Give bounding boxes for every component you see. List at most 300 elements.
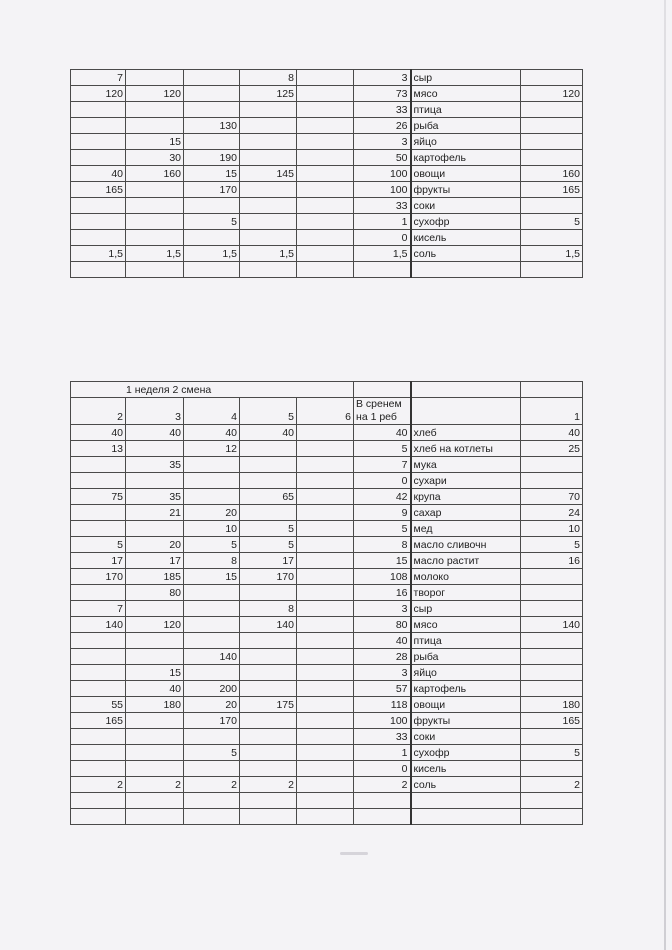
cell-product-name: сыр	[411, 601, 521, 617]
cell-day-4: 130	[184, 118, 240, 134]
table-row	[71, 441, 583, 457]
cell-day-2	[71, 473, 126, 489]
cell-day-1	[521, 473, 583, 489]
cell-day-5	[240, 182, 297, 198]
cell-day-5	[240, 713, 297, 729]
cell-average: 33	[354, 102, 411, 118]
cell-day-1: 2	[521, 777, 583, 793]
cell-average: 42	[354, 489, 411, 505]
cell-day-5	[240, 505, 297, 521]
cell-day-6	[297, 118, 354, 134]
cell-product-name: хлеб на котлеты	[411, 441, 521, 457]
cell-average: 50	[354, 150, 411, 166]
cell-day-4: 190	[184, 150, 240, 166]
table-title-row	[71, 382, 583, 398]
cell-average: 9	[354, 505, 411, 521]
cell-day-2	[71, 198, 126, 214]
cell-day-5: 8	[240, 70, 297, 86]
cell-average	[354, 262, 411, 278]
cell-day-2: 120	[71, 86, 126, 102]
cell-day-2: 170	[71, 569, 126, 585]
cell-day-6	[297, 102, 354, 118]
cell-product-name: хлеб	[411, 425, 521, 441]
cell-day-3: 35	[126, 489, 184, 505]
cell-day-3	[126, 809, 184, 825]
cell-day-6	[297, 569, 354, 585]
cell-day-6	[297, 473, 354, 489]
cell-day-2: 140	[71, 617, 126, 633]
table-row	[71, 681, 583, 697]
cell-day-5	[240, 214, 297, 230]
cell-day-4	[184, 793, 240, 809]
header-product	[411, 398, 521, 425]
cell-day-4: 200	[184, 681, 240, 697]
header-average-line1: В сренем	[356, 398, 402, 410]
cell-day-3: 160	[126, 166, 184, 182]
cell-day-6	[297, 713, 354, 729]
cell-product-name: сахар	[411, 505, 521, 521]
cell-day-5	[240, 649, 297, 665]
cell-day-2	[71, 505, 126, 521]
cell-day-5: 5	[240, 521, 297, 537]
cell-day-2	[71, 681, 126, 697]
cell-day-6	[297, 681, 354, 697]
cell-day-1	[521, 793, 583, 809]
cell-day-1	[521, 198, 583, 214]
header-day-3: 3	[126, 398, 184, 425]
cell-day-6	[297, 665, 354, 681]
table-row	[71, 262, 583, 278]
cell-day-6	[297, 777, 354, 793]
cell-day-3	[126, 230, 184, 246]
cell-product-name: картофель	[411, 681, 521, 697]
cell-day-4: 5	[184, 745, 240, 761]
cell-day-1: 16	[521, 553, 583, 569]
cell-product-name: масло сливочн	[411, 537, 521, 553]
cell-day-5	[240, 745, 297, 761]
cell-product-name: кисель	[411, 230, 521, 246]
cell-average: 1,5	[354, 246, 411, 262]
table-row	[71, 198, 583, 214]
cell-day-4	[184, 601, 240, 617]
cell-day-6	[297, 809, 354, 825]
cell-day-4: 15	[184, 569, 240, 585]
cell-day-1	[521, 761, 583, 777]
cell-day-5	[240, 102, 297, 118]
cell-product-name: картофель	[411, 150, 521, 166]
cell-day-3	[126, 649, 184, 665]
cell-day-1	[521, 150, 583, 166]
cell-day-5	[240, 665, 297, 681]
cell-day-6	[297, 230, 354, 246]
cell-average: 3	[354, 134, 411, 150]
header-day-6: 6	[297, 398, 354, 425]
cell-average: 3	[354, 601, 411, 617]
cell-product-name	[411, 793, 521, 809]
table-row	[71, 214, 583, 230]
cell-day-2: 40	[71, 166, 126, 182]
cell-day-6	[297, 134, 354, 150]
cell-product-name: яйцо	[411, 665, 521, 681]
cell-product-name: сыр	[411, 70, 521, 86]
cell-product-name: овощи	[411, 697, 521, 713]
cell-day-1	[521, 70, 583, 86]
cell-product-name: соль	[411, 777, 521, 793]
cell-product-name: соль	[411, 246, 521, 262]
table-row	[71, 102, 583, 118]
cell-day-5: 2	[240, 777, 297, 793]
cell-day-2	[71, 102, 126, 118]
cell-day-4: 8	[184, 553, 240, 569]
cell-average: 100	[354, 182, 411, 198]
cell-day-5	[240, 118, 297, 134]
cell-day-4: 170	[184, 182, 240, 198]
cell-day-4: 5	[184, 214, 240, 230]
cell-day-3	[126, 262, 184, 278]
cell-day-5	[240, 134, 297, 150]
cell-day-3	[126, 793, 184, 809]
table-row	[71, 166, 583, 182]
cell-product-name: фрукты	[411, 182, 521, 198]
cell-day-3: 21	[126, 505, 184, 521]
cell-average: 0	[354, 473, 411, 489]
cell-average: 118	[354, 697, 411, 713]
cell-day-3: 120	[126, 617, 184, 633]
cell-day-6	[297, 150, 354, 166]
cell-day-6	[297, 601, 354, 617]
cell-day-1: 5	[521, 745, 583, 761]
cell-day-6	[297, 521, 354, 537]
menu-table-continued	[70, 69, 583, 278]
cell-average: 40	[354, 633, 411, 649]
cell-day-2: 165	[71, 182, 126, 198]
cell-average	[354, 793, 411, 809]
cell-day-2	[71, 214, 126, 230]
cell-day-5	[240, 681, 297, 697]
cell-day-6	[297, 793, 354, 809]
cell-day-5: 40	[240, 425, 297, 441]
cell-day-5	[240, 441, 297, 457]
column-header-row	[71, 398, 583, 425]
cell-day-6	[297, 697, 354, 713]
cell-day-3: 17	[126, 553, 184, 569]
cell-average: 28	[354, 649, 411, 665]
cell-day-5	[240, 150, 297, 166]
cell-day-3	[126, 473, 184, 489]
cell-day-4: 15	[184, 166, 240, 182]
cell-day-5: 170	[240, 569, 297, 585]
cell-day-1	[521, 134, 583, 150]
cell-day-3: 80	[126, 585, 184, 601]
cell-day-2	[71, 633, 126, 649]
cell-day-1	[521, 118, 583, 134]
cell-day-3	[126, 521, 184, 537]
cell-day-4: 12	[184, 441, 240, 457]
cell-product-name: сухофр	[411, 214, 521, 230]
cell-day-5	[240, 793, 297, 809]
cell-day-2: 17	[71, 553, 126, 569]
cell-product-name: птица	[411, 102, 521, 118]
cell-average: 0	[354, 761, 411, 777]
cell-product-name: овощи	[411, 166, 521, 182]
cell-day-4	[184, 585, 240, 601]
cell-day-3	[126, 70, 184, 86]
cell-day-1	[521, 457, 583, 473]
cell-average: 5	[354, 521, 411, 537]
cell-day-6	[297, 70, 354, 86]
cell-day-2	[71, 230, 126, 246]
cell-day-3	[126, 713, 184, 729]
cell-day-4	[184, 262, 240, 278]
header-day-5: 5	[240, 398, 297, 425]
cell-day-5	[240, 585, 297, 601]
table-row	[71, 118, 583, 134]
cell-product-name: творог	[411, 585, 521, 601]
cell-day-3: 1,5	[126, 246, 184, 262]
cell-day-6	[297, 262, 354, 278]
cell-day-1: 120	[521, 86, 583, 102]
cell-day-1: 140	[521, 617, 583, 633]
cell-average: 100	[354, 166, 411, 182]
cell-day-3	[126, 214, 184, 230]
cell-product-name: соки	[411, 729, 521, 745]
table-row	[71, 150, 583, 166]
cell-day-2	[71, 729, 126, 745]
table-title: 1 неделя 2 смена	[71, 382, 354, 398]
cell-day-3	[126, 102, 184, 118]
table-row	[71, 697, 583, 713]
cell-day-4	[184, 134, 240, 150]
cell-product-name: крупа	[411, 489, 521, 505]
table-row	[71, 537, 583, 553]
table-row	[71, 601, 583, 617]
cell-day-1: 25	[521, 441, 583, 457]
cell-day-6	[297, 86, 354, 102]
cell-average: 7	[354, 457, 411, 473]
cell-average: 108	[354, 569, 411, 585]
cell-day-3	[126, 182, 184, 198]
table-row	[71, 633, 583, 649]
table-row	[71, 134, 583, 150]
cell-day-3: 180	[126, 697, 184, 713]
cell-day-3: 15	[126, 134, 184, 150]
cell-product-name	[411, 262, 521, 278]
cell-day-1: 24	[521, 505, 583, 521]
cell-average: 2	[354, 777, 411, 793]
cell-average: 40	[354, 425, 411, 441]
cell-day-4	[184, 86, 240, 102]
cell-average: 33	[354, 198, 411, 214]
cell-day-6	[297, 457, 354, 473]
cell-day-1	[521, 601, 583, 617]
table-row	[71, 182, 583, 198]
table-row	[71, 809, 583, 825]
cell-average	[354, 809, 411, 825]
scan-smudge	[340, 852, 368, 855]
cell-day-2	[71, 118, 126, 134]
cell-day-3	[126, 601, 184, 617]
cell-day-1	[521, 729, 583, 745]
cell-day-4	[184, 761, 240, 777]
cell-day-6	[297, 729, 354, 745]
cell-day-6	[297, 745, 354, 761]
cell-day-5: 125	[240, 86, 297, 102]
cell-day-2	[71, 665, 126, 681]
cell-day-5: 5	[240, 537, 297, 553]
cell-day-1	[521, 681, 583, 697]
cell-day-3	[126, 633, 184, 649]
cell-day-5	[240, 262, 297, 278]
cell-day-6	[297, 617, 354, 633]
table-row	[71, 521, 583, 537]
cell-day-1: 70	[521, 489, 583, 505]
menu-table-continued-body	[71, 70, 583, 278]
cell-product-name: сухофр	[411, 745, 521, 761]
cell-average: 73	[354, 86, 411, 102]
cell-day-6	[297, 182, 354, 198]
title-row-empty-cell	[354, 382, 411, 398]
cell-day-4	[184, 230, 240, 246]
cell-day-6	[297, 633, 354, 649]
cell-product-name: молоко	[411, 569, 521, 585]
cell-average: 8	[354, 537, 411, 553]
cell-day-4: 20	[184, 697, 240, 713]
cell-day-6	[297, 585, 354, 601]
cell-day-3: 185	[126, 569, 184, 585]
cell-day-2: 40	[71, 425, 126, 441]
cell-day-4	[184, 617, 240, 633]
cell-day-2	[71, 745, 126, 761]
cell-day-4	[184, 102, 240, 118]
cell-day-5	[240, 457, 297, 473]
table-row	[71, 793, 583, 809]
cell-day-4	[184, 457, 240, 473]
cell-product-name: мясо	[411, 86, 521, 102]
cell-average: 3	[354, 70, 411, 86]
cell-day-4	[184, 665, 240, 681]
cell-average: 5	[354, 441, 411, 457]
cell-day-5: 17	[240, 553, 297, 569]
table-row	[71, 617, 583, 633]
cell-average: 0	[354, 230, 411, 246]
table-row	[71, 585, 583, 601]
header-day-1: 1	[521, 398, 583, 425]
cell-day-6	[297, 505, 354, 521]
cell-day-4	[184, 729, 240, 745]
cell-day-4	[184, 809, 240, 825]
cell-day-6	[297, 166, 354, 182]
cell-day-2	[71, 150, 126, 166]
cell-product-name: рыба	[411, 649, 521, 665]
cell-average: 1	[354, 745, 411, 761]
table-row	[71, 745, 583, 761]
cell-day-5: 1,5	[240, 246, 297, 262]
cell-day-2: 165	[71, 713, 126, 729]
cell-day-6	[297, 425, 354, 441]
table-row	[71, 713, 583, 729]
cell-day-4: 1,5	[184, 246, 240, 262]
cell-day-1	[521, 809, 583, 825]
cell-day-3	[126, 198, 184, 214]
cell-product-name: мед	[411, 521, 521, 537]
cell-product-name: мука	[411, 457, 521, 473]
cell-day-3	[126, 118, 184, 134]
cell-day-3: 40	[126, 425, 184, 441]
cell-product-name: птица	[411, 633, 521, 649]
table-row	[71, 489, 583, 505]
page-edge	[664, 0, 666, 950]
cell-day-4: 170	[184, 713, 240, 729]
cell-day-2	[71, 761, 126, 777]
cell-product-name: мясо	[411, 617, 521, 633]
cell-day-6	[297, 246, 354, 262]
table-row	[71, 425, 583, 441]
cell-day-5: 145	[240, 166, 297, 182]
cell-day-1	[521, 569, 583, 585]
table-row	[71, 473, 583, 489]
cell-product-name: кисель	[411, 761, 521, 777]
cell-day-3	[126, 441, 184, 457]
cell-average: 3	[354, 665, 411, 681]
cell-day-6	[297, 214, 354, 230]
cell-day-1: 160	[521, 166, 583, 182]
cell-day-1	[521, 585, 583, 601]
header-day-2: 2	[71, 398, 126, 425]
cell-day-6	[297, 761, 354, 777]
cell-day-1	[521, 665, 583, 681]
cell-day-2	[71, 809, 126, 825]
cell-product-name	[411, 809, 521, 825]
cell-product-name: сухари	[411, 473, 521, 489]
cell-day-4	[184, 198, 240, 214]
cell-day-5	[240, 633, 297, 649]
cell-day-2	[71, 521, 126, 537]
cell-product-name: рыба	[411, 118, 521, 134]
table-row	[71, 553, 583, 569]
cell-average: 16	[354, 585, 411, 601]
cell-product-name: масло растит	[411, 553, 521, 569]
cell-day-5	[240, 761, 297, 777]
cell-day-5: 140	[240, 617, 297, 633]
cell-day-2: 75	[71, 489, 126, 505]
table-row	[71, 70, 583, 86]
cell-product-name: яйцо	[411, 134, 521, 150]
cell-day-4	[184, 70, 240, 86]
cell-day-4	[184, 633, 240, 649]
table-row	[71, 457, 583, 473]
cell-average: 15	[354, 553, 411, 569]
cell-day-1	[521, 262, 583, 278]
cell-day-1: 5	[521, 537, 583, 553]
menu-table-week1-shift2-body	[71, 382, 583, 825]
cell-day-5	[240, 198, 297, 214]
cell-day-2	[71, 134, 126, 150]
cell-day-4: 5	[184, 537, 240, 553]
cell-day-3	[126, 761, 184, 777]
cell-day-5: 8	[240, 601, 297, 617]
cell-day-5	[240, 729, 297, 745]
cell-day-2	[71, 585, 126, 601]
cell-day-1	[521, 633, 583, 649]
cell-day-6	[297, 198, 354, 214]
cell-day-2: 5	[71, 537, 126, 553]
cell-day-3	[126, 729, 184, 745]
cell-day-3: 2	[126, 777, 184, 793]
cell-day-5	[240, 809, 297, 825]
cell-average: 26	[354, 118, 411, 134]
cell-average: 57	[354, 681, 411, 697]
cell-product-name: фрукты	[411, 713, 521, 729]
